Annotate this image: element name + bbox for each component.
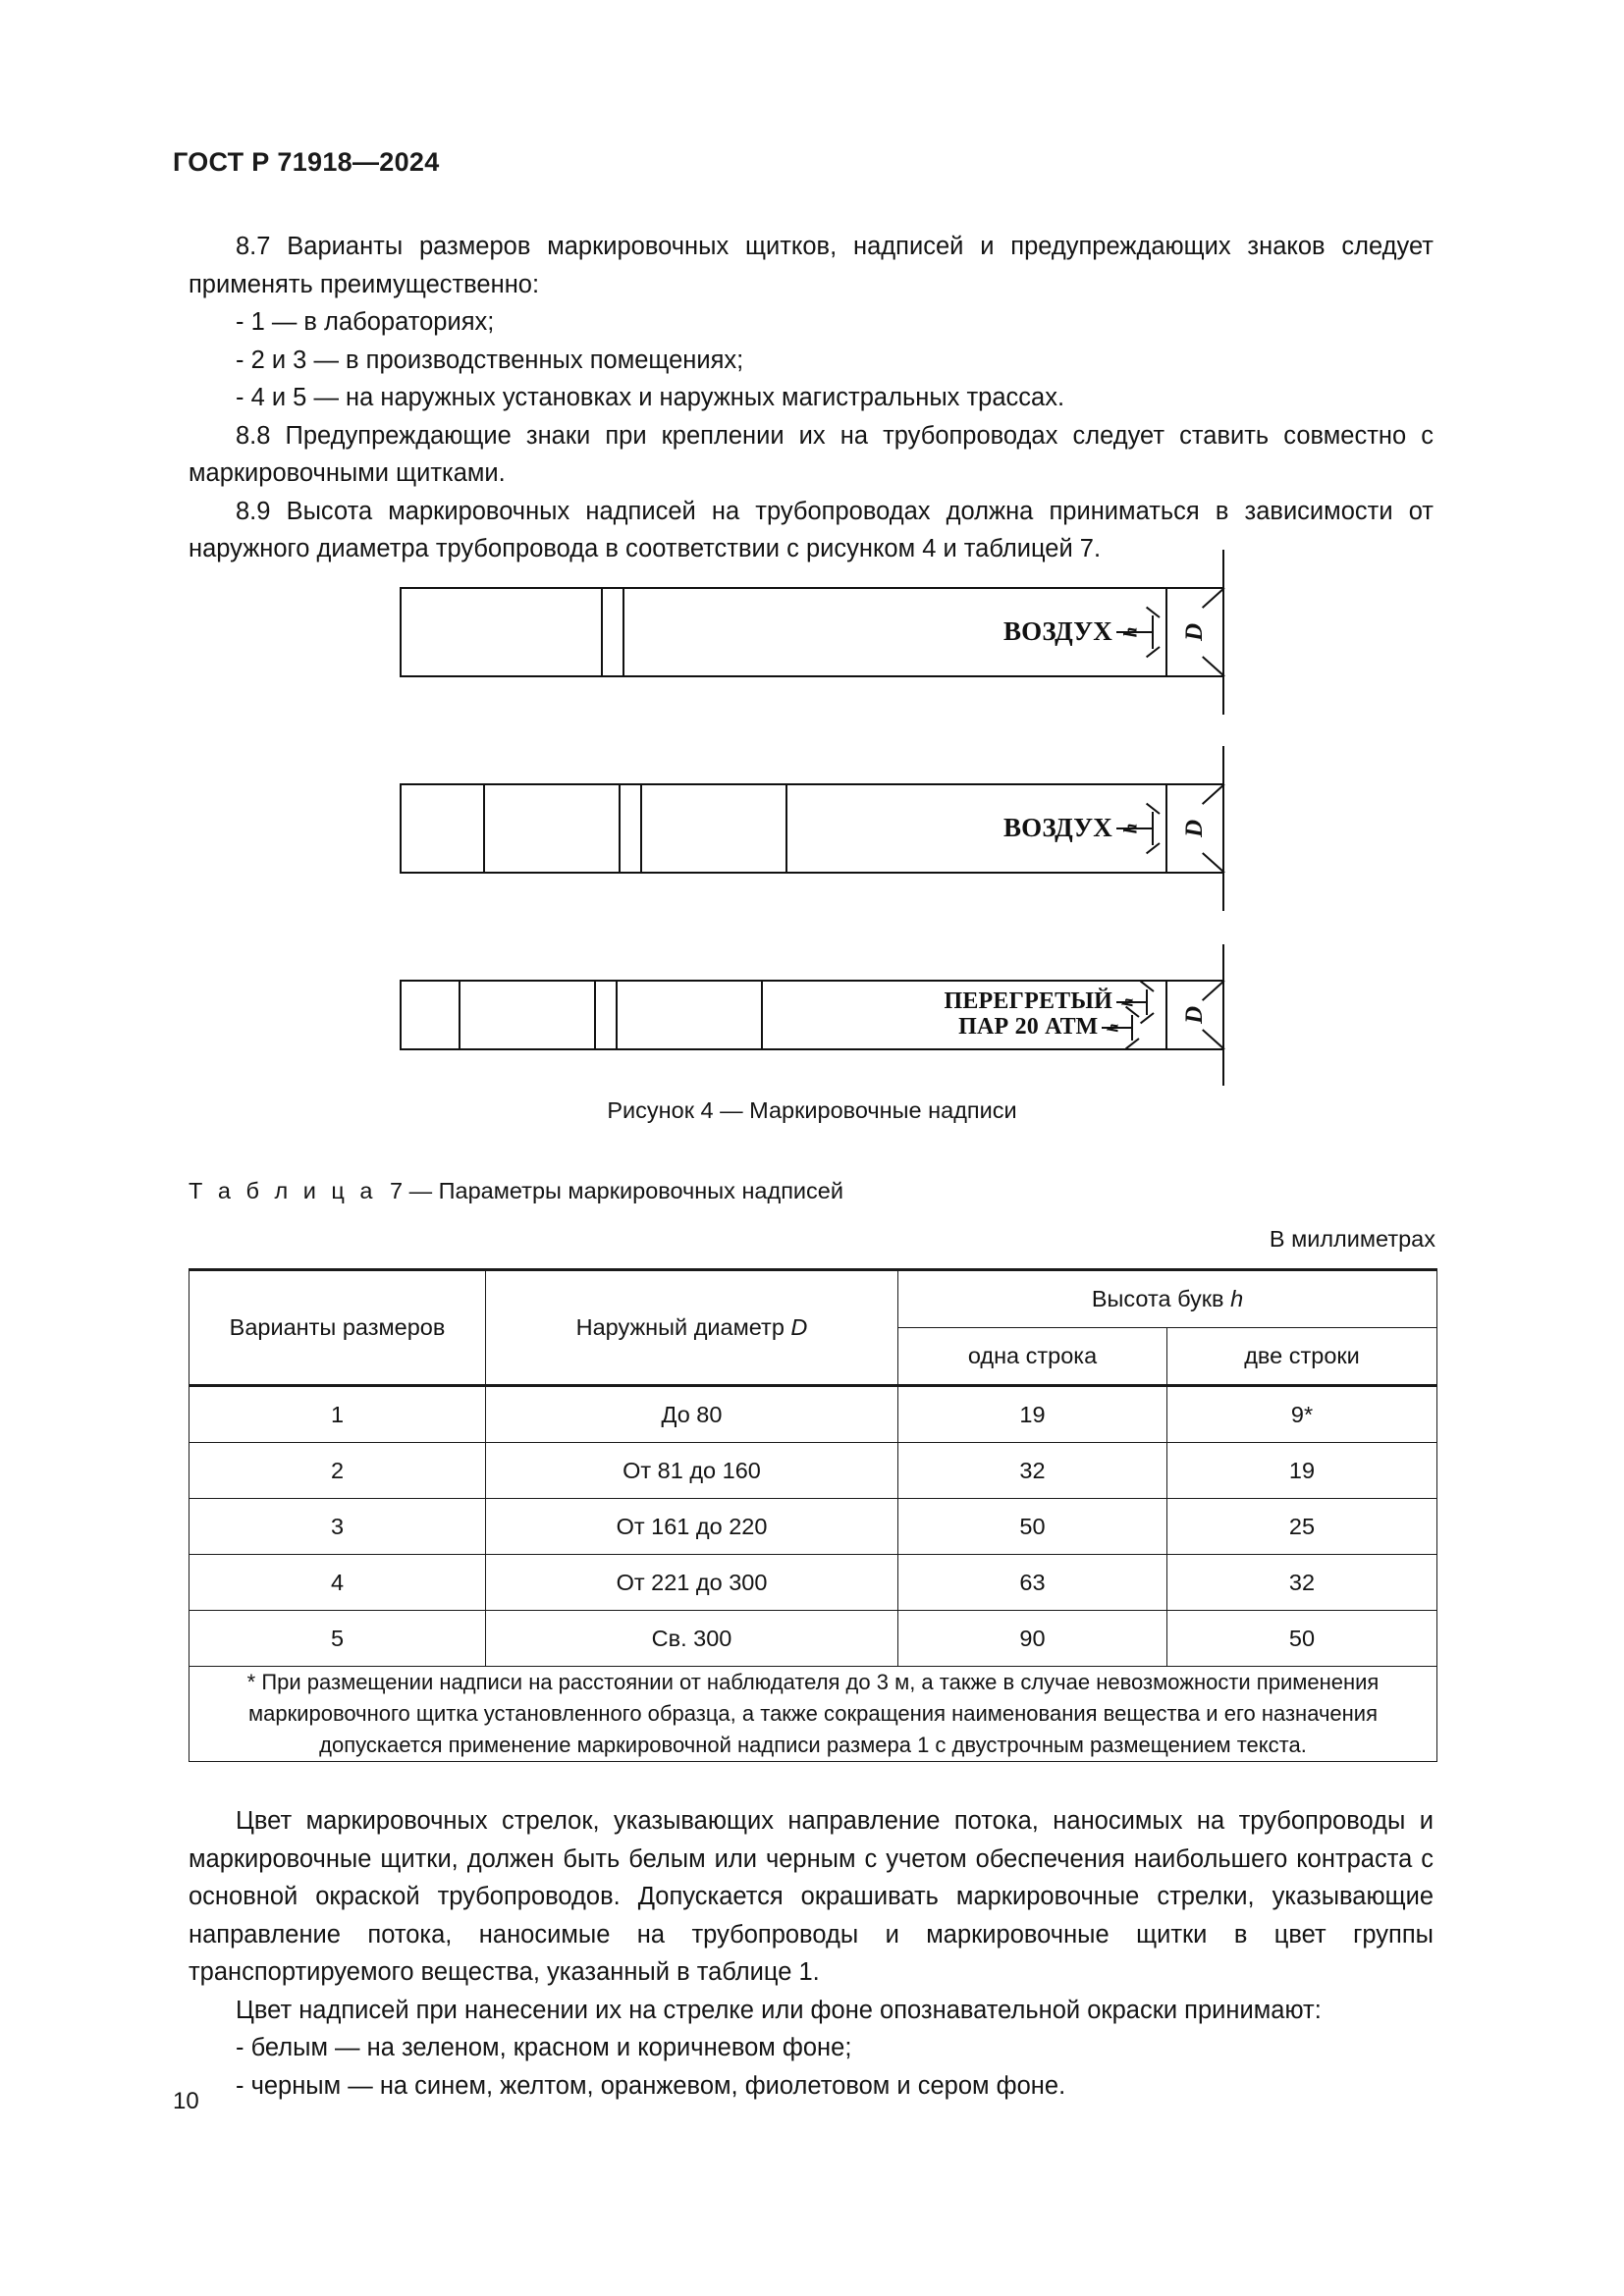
body-text-upper — [189, 228, 1434, 568]
cell-variant: 5 — [189, 1611, 486, 1667]
clause-8-9-paragraph: 8.9 Высота маркировочных надписей на трубопроводах должна приниматься в зависимости от наружного диаметра трубопровода в соответствии с рисунком 4 и таблицей 7. — [189, 497, 1434, 562]
table-row — [189, 1555, 1437, 1611]
cell-one-line: 32 — [898, 1443, 1167, 1499]
pipe-segment — [618, 982, 763, 1048]
figure-4-caption: Рисунок 4 — Маркировочные надписи — [607, 1097, 1017, 1123]
diameter-extension-lines — [1165, 567, 1224, 697]
cell-one-line: 50 — [898, 1499, 1167, 1555]
pipe-segment — [402, 982, 460, 1048]
table-row — [189, 1443, 1437, 1499]
header-outer-diameter — [486, 1270, 898, 1386]
header-two-lines: две строки — [1167, 1328, 1437, 1386]
height-label: h — [1105, 1023, 1122, 1033]
pipe-label-cell — [787, 785, 1167, 872]
table-footnote: * При размещении надписи на расстоянии от наблюдателя до 3 м, а также в случае невозможности применения маркировочного щитка установленного образца, а также сокращения наименования вещества и его назначения допускается применение маркировочной надписи размера 1 с двустрочным размещением текста. — [189, 1667, 1437, 1762]
height-label: h — [1120, 823, 1142, 834]
table-7 — [189, 1268, 1437, 1762]
cell-two-lines: 19 — [1167, 1443, 1437, 1499]
pipe-segment — [402, 589, 603, 675]
cell-diameter: До 80 — [486, 1386, 898, 1443]
cell-one-line: 90 — [898, 1611, 1167, 1667]
clause-8-7-item-1: - 1 — в лабораториях; — [236, 308, 495, 336]
table-title-rest: — Параметры маркировочных надписей — [408, 1178, 844, 1203]
cell-two-lines: 9* — [1167, 1386, 1437, 1443]
pipe-segment — [485, 785, 621, 872]
header-letter-height — [898, 1270, 1437, 1328]
table-title-prefix: Т а б л и ц а — [189, 1178, 377, 1203]
height-dimension-marker — [1102, 1015, 1137, 1041]
table-footnote-row — [189, 1667, 1437, 1762]
pipe-marking-text: ВОЗДУХ — [1002, 616, 1112, 647]
header-letter-height-symbol: h — [1230, 1286, 1244, 1311]
pipe-diagram-1 — [0, 587, 1624, 783]
header-outer-diameter-text: Наружный диаметр — [575, 1314, 785, 1340]
cell-two-lines: 25 — [1167, 1499, 1437, 1555]
pipe-diagram-2 — [0, 783, 1624, 980]
tail-paragraph-2: Цвет надписей при нанесении их на стрелке или фоне опознавательной окраски принимают: — [236, 1996, 1322, 2024]
height-label: h — [1119, 997, 1137, 1007]
pipe-marking-text-line-2: ПАР 20 АТМ — [958, 1014, 1099, 1041]
header-outer-diameter-symbol: D — [790, 1314, 808, 1340]
table-units-note: В миллиметрах — [1269, 1226, 1435, 1252]
diameter-extension-lines — [1165, 962, 1224, 1068]
height-dimension-marker — [1116, 615, 1158, 649]
table-row — [189, 1386, 1437, 1443]
clause-8-8-paragraph: 8.8 Предупреждающие знаки при креплении их на трубопроводах следует ставить совместно с маркировочными щитками. — [189, 421, 1434, 487]
body-text-lower — [189, 1802, 1434, 2105]
header-one-line: одна строка — [898, 1328, 1167, 1386]
header-letter-height-text: Высота букв — [1091, 1286, 1224, 1311]
pipe-label-cell — [624, 589, 1167, 675]
clause-8-7-paragraph: 8.7 Варианты размеров маркировочных щитков, надписей и предупреждающих знаков следует применять преимущественно: — [189, 233, 1434, 298]
cell-one-line: 63 — [898, 1555, 1167, 1611]
cell-two-lines: 50 — [1167, 1611, 1437, 1667]
table-7-title — [189, 1178, 843, 1204]
pipe-segment — [596, 982, 618, 1048]
height-dimension-marker — [1116, 812, 1158, 845]
cell-variant: 2 — [189, 1443, 486, 1499]
cell-diameter: От 81 до 160 — [486, 1443, 898, 1499]
diameter-label: D — [1181, 819, 1208, 838]
cell-two-lines: 32 — [1167, 1555, 1437, 1611]
diameter-label: D — [1181, 622, 1208, 642]
clause-8-7-item-3: - 4 и 5 — на наружных установках и наружных магистральных трассах. — [236, 384, 1065, 411]
cell-variant: 4 — [189, 1555, 486, 1611]
pipe-marking-text: ВОЗДУХ — [1002, 813, 1112, 843]
pipe-segment — [642, 785, 787, 872]
page-number: 10 — [173, 2088, 199, 2114]
header-variants: Варианты размеров — [189, 1270, 486, 1386]
table-header-row-1 — [189, 1270, 1437, 1328]
pipe-marking-text-line-1: ПЕРЕГРЕТЫЙ — [944, 988, 1112, 1015]
tail-paragraph-1: Цвет маркировочных стрелок, указывающих направление потока, наносимых на трубопроводы и маркировочные щитки, должен быть белым или черным с учетом обеспечения наибольшего контраста с основной окраской трубопроводов. Допускается окрашивать маркировочные стрелки, указывающие направление потока, наносимые на трубопроводы и маркировочные щитки в цвет группы транспортируемого вещества, указанный в таблице 1. — [189, 1807, 1434, 1986]
table-body — [189, 1386, 1437, 1762]
document-header-standard-id: ГОСТ Р 71918—2024 — [173, 147, 440, 177]
pipe-segment — [460, 982, 596, 1048]
tail-list-item-2: - черным — на синем, желтом, оранжевом, фиолетовом и сером фоне. — [236, 2071, 1066, 2100]
pipe-label-cell — [763, 982, 1167, 1048]
cell-diameter: Св. 300 — [486, 1611, 898, 1667]
cell-diameter: От 161 до 220 — [486, 1499, 898, 1555]
cell-diameter: От 221 до 300 — [486, 1555, 898, 1611]
table-row — [189, 1499, 1437, 1555]
diameter-extension-lines — [1165, 764, 1224, 893]
diameter-label: D — [1181, 1005, 1208, 1025]
table-title-number: 7 — [390, 1178, 404, 1203]
pipe-segment — [603, 589, 624, 675]
cell-variant: 1 — [189, 1386, 486, 1443]
pipe-segment — [402, 785, 485, 872]
clause-8-7-item-2: - 2 и 3 — в производственных помещениях; — [236, 346, 744, 374]
pipe-segment — [621, 785, 642, 872]
table-row — [189, 1611, 1437, 1667]
height-label: h — [1120, 626, 1142, 638]
figure-4-diagrams — [0, 587, 1624, 1147]
cell-one-line: 19 — [898, 1386, 1167, 1443]
cell-variant: 3 — [189, 1499, 486, 1555]
tail-list-item-1: - белым — на зеленом, красном и коричневом фоне; — [236, 2034, 852, 2061]
